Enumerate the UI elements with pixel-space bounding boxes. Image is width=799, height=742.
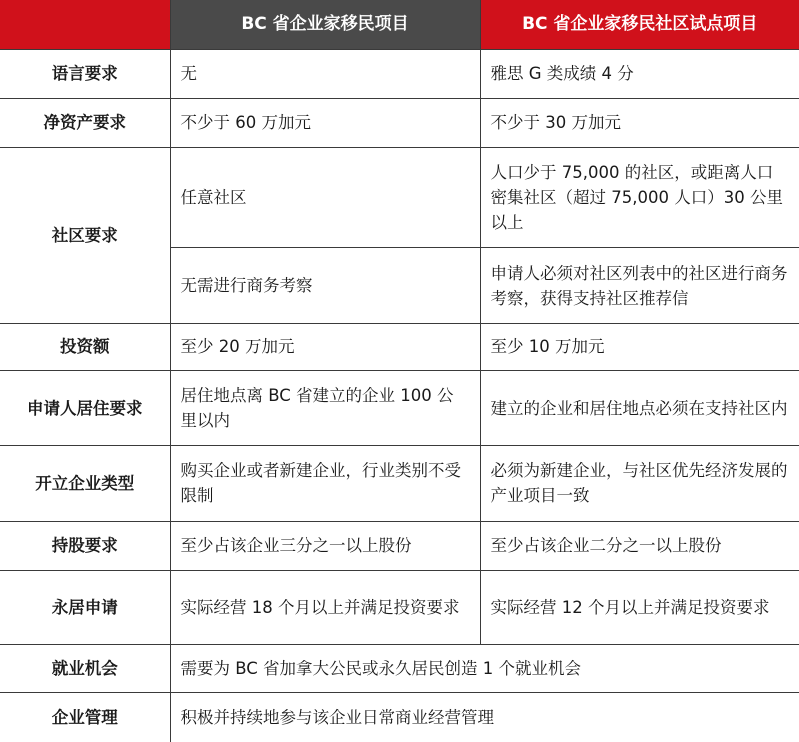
header-bc-regional-pilot: BC 省企业家移民社区试点项目: [480, 0, 799, 49]
header-row: [0, 0, 799, 49]
cell-b: 至少占该企业二分之一以上股份: [480, 521, 799, 570]
table-row: [0, 521, 799, 570]
row-label-residence: 申请人居住要求: [0, 370, 170, 445]
cell-a: 任意社区: [170, 148, 480, 248]
cell-b: 雅思 G 类成绩 4 分: [480, 49, 799, 98]
cell-a: 无需进行商务考察: [170, 248, 480, 323]
row-label-net-worth: 净资产要求: [0, 98, 170, 147]
cell-a: 无: [170, 49, 480, 98]
row-label-management: 企业管理: [0, 693, 170, 742]
row-label-jobs: 就业机会: [0, 645, 170, 693]
cell-merged: 需要为 BC 省加拿大公民或永久居民创造 1 个就业机会: [170, 645, 799, 693]
table-row: [0, 693, 799, 742]
table-row: [0, 148, 799, 248]
cell-a: 购买企业或者新建企业，行业类别不受限制: [170, 446, 480, 521]
table-row: [0, 370, 799, 445]
cell-a: 至少 20 万加元: [170, 323, 480, 370]
table-row: [0, 446, 799, 521]
cell-b: 不少于 30 万加元: [480, 98, 799, 147]
cell-a: 实际经营 18 个月以上并满足投资要求: [170, 570, 480, 644]
cell-a: 不少于 60 万加元: [170, 98, 480, 147]
row-label-pr-application: 永居申请: [0, 570, 170, 644]
row-label-language: 语言要求: [0, 49, 170, 98]
cell-b: 必须为新建企业，与社区优先经济发展的产业项目一致: [480, 446, 799, 521]
table-row: [0, 645, 799, 693]
row-label-community: 社区要求: [0, 148, 170, 324]
cell-a: 居住地点离 BC 省建立的企业 100 公里以内: [170, 370, 480, 445]
table-row: [0, 98, 799, 147]
table-row: [0, 570, 799, 644]
header-bc-entrepreneur: BC 省企业家移民项目: [170, 0, 480, 49]
cell-b: 至少 10 万加元: [480, 323, 799, 370]
table-row: [0, 323, 799, 370]
cell-merged: 积极并持续地参与该企业日常商业经营管理: [170, 693, 799, 742]
row-label-ownership: 持股要求: [0, 521, 170, 570]
cell-a: 至少占该企业三分之一以上股份: [170, 521, 480, 570]
cell-b: 人口少于 75,000 的社区，或距离人口密集社区（超过 75,000 人口）30 公里以上: [480, 148, 799, 248]
header-corner-cell: [0, 0, 170, 49]
cell-b: 实际经营 12 个月以上并满足投资要求: [480, 570, 799, 644]
row-label-business-type: 开立企业类型: [0, 446, 170, 521]
cell-b: 申请人必须对社区列表中的社区进行商务考察，获得支持社区推荐信: [480, 248, 799, 323]
row-label-investment: 投资额: [0, 323, 170, 370]
cell-b: 建立的企业和居住地点必须在支持社区内: [480, 370, 799, 445]
table-row: [0, 49, 799, 98]
